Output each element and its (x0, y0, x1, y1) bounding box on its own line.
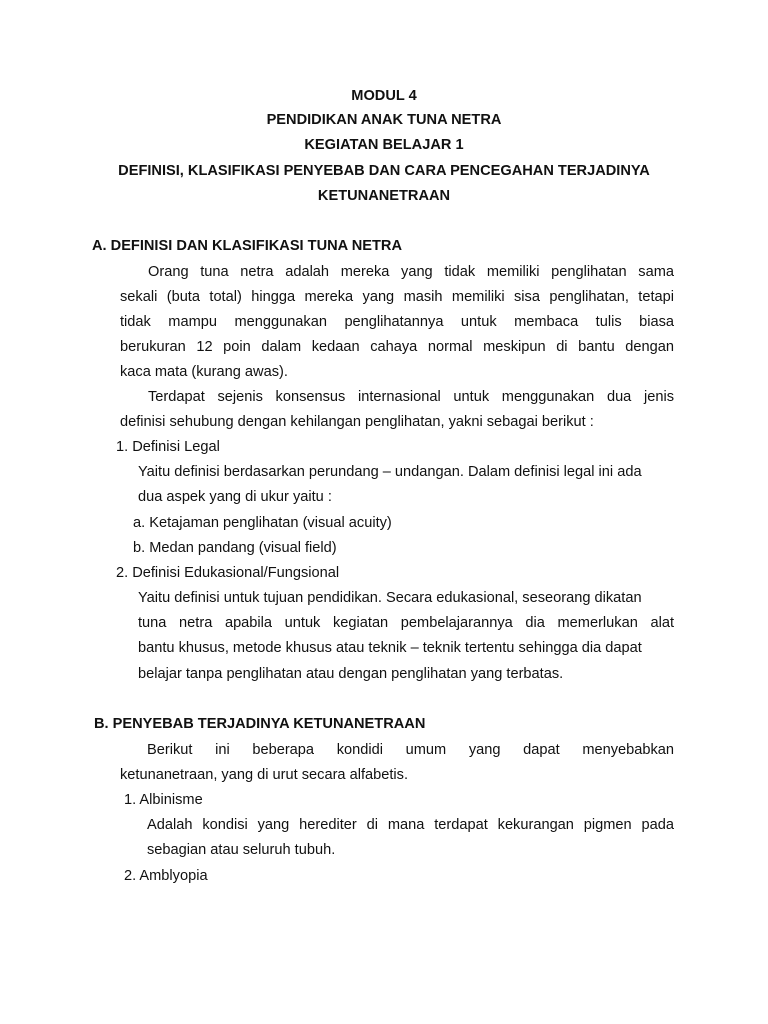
section-b-intro-line-1: Berikut ini beberapa kondidi umum yang dapat menyebabkan (147, 742, 674, 758)
para2-line-1: Terdapat sejenis konsensus internasional untuk menggunakan dua jenis (148, 389, 674, 405)
list-item-edukasional-label: 2. Definisi Edukasional/Fungsional (116, 565, 340, 581)
activity-title: KEGIATAN BELAJAR 1 (304, 137, 464, 153)
legal-text-line-1: Yaitu definisi berdasarkan perundang – undangan. Dalam definisi legal ini ada (138, 464, 642, 480)
edukasional-text-line-4: belajar tanpa penglihatan atau dengan penglihatan yang terbatas. (138, 666, 564, 682)
edukasional-text-line-2: tuna netra apabila untuk kegiatan pembelajarannya dia memerlukan alat (138, 615, 674, 631)
section-b-heading: B. PENYEBAB TERJADINYA KETUNANETRAAN (94, 716, 426, 732)
list-item-albinisme-label: 1. Albinisme (124, 792, 203, 808)
section-a-heading: A. DEFINISI DAN KLASIFIKASI TUNA NETRA (92, 238, 402, 254)
section-b-intro-line-2: ketunanetraan, yang di urut secara alfabetis. (120, 767, 409, 783)
list-item-amblyopia-label: 2. Amblyopia (124, 868, 208, 884)
para2-line-2: definisi sehubung dengan kehilangan penglihatan, yakni sebagai berikut : (120, 414, 594, 430)
para1-line-1: Orang tuna netra adalah mereka yang tidak memiliki penglihatan sama (148, 264, 674, 280)
sub-item-visual-acuity: a. Ketajaman penglihatan (visual acuity) (133, 515, 392, 531)
para1-line-4: berukuran 12 poin dalam kedaan cahaya normal meskipun di bantu dengan (120, 339, 674, 355)
albinisme-text-line-2: sebagian atau seluruh tubuh. (147, 842, 336, 858)
albinisme-text-line-1: Adalah kondisi yang herediter di mana terdapat kekurangan pigmen pada (147, 817, 674, 833)
para1-line-5: kaca mata (kurang awas). (120, 364, 288, 380)
sub-item-visual-field: b. Medan pandang (visual field) (133, 540, 337, 556)
module-number: MODUL 4 (351, 88, 417, 104)
list-item-legal-label: 1. Definisi Legal (116, 439, 220, 455)
document-title-line-1: DEFINISI, KLASIFIKASI PENYEBAB DAN CARA PENCEGAHAN TERJADINYA (118, 163, 650, 179)
legal-text-line-2: dua aspek yang di ukur yaitu : (138, 489, 332, 505)
edukasional-text-line-3: bantu khusus, metode khusus atau teknik – teknik tertentu sehingga dia dapat (138, 640, 642, 656)
edukasional-text-line-1: Yaitu definisi untuk tujuan pendidikan. Secara edukasional, seseorang dikatan (138, 590, 642, 606)
para1-line-2: sekali (buta total) hingga mereka yang masih memiliki sisa penglihatan, tetapi (120, 289, 674, 305)
subject-title: PENDIDIKAN ANAK TUNA NETRA (266, 112, 502, 128)
para1-line-3: tidak mampu menggunakan penglihatannya untuk membaca tulis biasa (120, 314, 674, 330)
document-title-line-2: KETUNANETRAAN (317, 188, 451, 204)
